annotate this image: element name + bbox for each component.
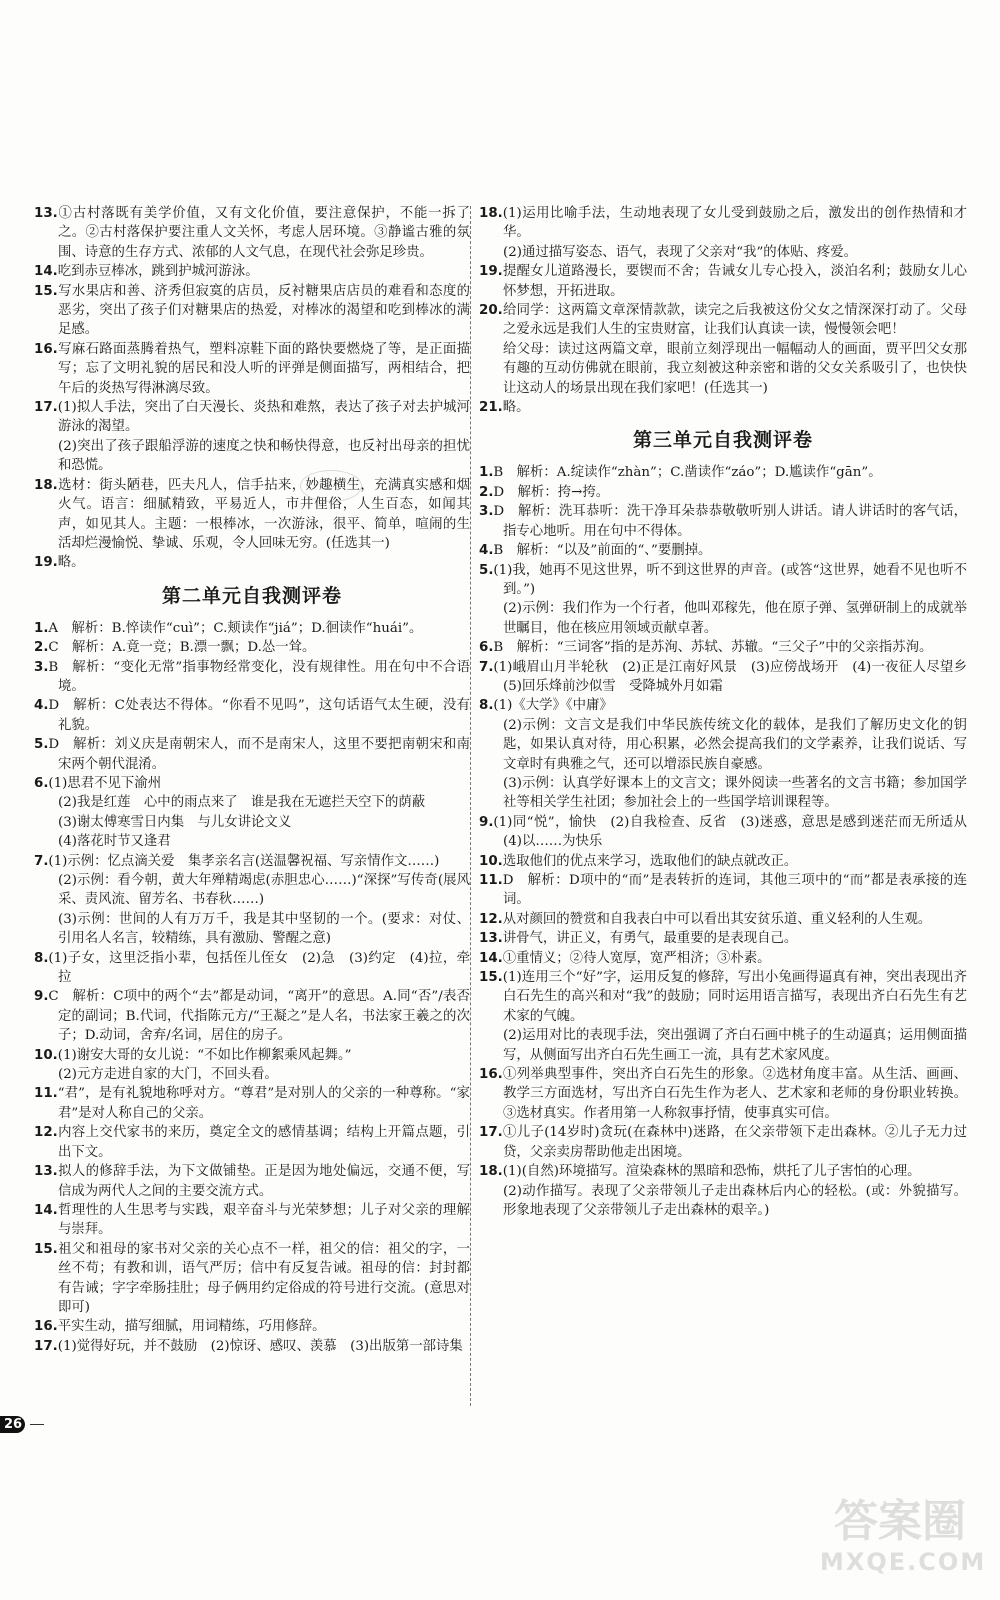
answer-item — [479, 1162, 967, 1220]
answer-item — [479, 949, 967, 968]
answer-item — [34, 1046, 470, 1085]
section-title: 第二单元自我测评卷 — [161, 584, 342, 607]
answer-number: 16. — [34, 1319, 58, 1335]
answer-item — [34, 1123, 470, 1162]
answer-item — [479, 929, 967, 948]
answer-number: 15. — [34, 1241, 58, 1257]
answer-number: 7. — [479, 659, 494, 675]
answer-number: 14. — [479, 950, 503, 966]
answer-item — [34, 340, 470, 398]
answer-item — [479, 910, 967, 929]
answer-text: 略。 — [502, 400, 530, 416]
answer-item — [34, 774, 470, 852]
answer-text: 祖父和祖母的家书对父亲的关心点不一样，祖父的信：祖父的字，一丝不苟；有教和训，语气严厉；信中有反复告诫。祖母的信：封封都有告诫；字字牵肠挂肚；母子俩用约定俗成的符号进行交流。(意思对即可) — [57, 1241, 470, 1315]
answer-text: D 解析：洗耳恭听：洗干净耳朵恭恭敬敬听别人讲话。请人讲话时的客气话，指专心地听。用在句中不得体。 — [493, 504, 967, 539]
answer-text: (1)我，她再不见这世界，听不到这世界的声音。(或答“这世界，她看不见也听不到。”) (2)示例：我们作为一个行者，他叫邓稼先，他在原子弹、氢弹研制上的成就举世瞩目，他在核应用领域贡献卓著。 — [493, 562, 967, 636]
answer-number: 13. — [34, 1164, 58, 1180]
answer-item — [479, 502, 967, 541]
answer-number: 9. — [34, 989, 49, 1005]
answer-text: 选材：街头陋巷，匹夫凡人，信手拈来，妙趣横生，充满真实感和烟火气。语言：细腻精致，平易近人，市井俚俗，人生百态，如闻其声，如见其人。主题：一根棒冰，一次游泳，很平、简单，喧闹的生活却烂漫愉悦、挚诚、乐观，令人回味无穷。(任选其一) — [57, 477, 470, 551]
answer-text: ①古村落既有美学价值，又有文化价值，要注意保护，不能一拆了之。②古村落保护要注重人文关怀，考虑人居环境。③静谧古雅的氛围、诗意的生存方式、浓郁的人文气息，在现代社会弥足珍贵。 — [57, 206, 470, 260]
answer-item — [479, 301, 967, 398]
answer-text: B 解析：A.绽读作“zhàn”；C.凿读作“záo”；D.尴读作“gān”。 — [493, 465, 882, 481]
answer-text: 写水果店和善、济秀但寂寞的店员，反衬糖果店店员的难看和态度的恶劣，突出了孩子们对糖果店的热爱，对棒冰的渴望和吃到棒冰的满足感。 — [57, 283, 470, 338]
answer-text: B 解析：“变化无常”指事物经常变化，没有规律性。用在句中不合语境。 — [48, 659, 470, 694]
answer-item — [479, 463, 967, 482]
page-number: 26 — [0, 1416, 25, 1433]
answer-item — [34, 1240, 470, 1318]
answer-number: 20. — [479, 303, 503, 319]
answer-number: 12. — [34, 1125, 58, 1141]
answer-text: 内容上交代家书的来历，奠定全文的感情基调；结构上开篇点题，引出下文。 — [57, 1125, 470, 1160]
answer-text: 平实生动，描写细腻，用词精练，巧用修辞。 — [57, 1319, 326, 1335]
stamp-mark — [300, 470, 362, 502]
answer-text: 提醒女儿道路漫长，要锲而不舍；告诫女儿专心投入，淡泊名利；鼓励女儿心怀梦想，开拓进取。 — [502, 264, 967, 299]
answer-text: (1)示例：忆点滴关爱 集孝亲名言(送温馨祝福、写亲情作文……) (2)示例：看今朝，黄大年殚精竭虑(赤胆忠心……)“深探”写传奇(展风采、责风流、留芳名、书春秋……) (3)示例：世间的人有万万千，我是其中坚韧的一个。(要求：对仗、引用名人名言，较精练，具有激励、警醒之意) — [48, 853, 470, 947]
answer-text: D 解析：挎→挎。 — [493, 484, 610, 500]
answer-number: 9. — [479, 814, 494, 830]
right-column — [479, 204, 981, 1220]
answer-item — [479, 813, 981, 852]
answer-number: 11. — [479, 873, 503, 888]
answer-number: 14. — [34, 264, 58, 280]
page-number-rule — [30, 1424, 44, 1425]
answer-text: C 解析：C项中的两个“去”都是动词，“离开”的意思。A.同“否”/表否定的副词；B.代词，代指陈元方/“王凝之”是人名，书法家王羲之的次子；D.动词，舍弃/名词，居住的房子。 — [48, 989, 470, 1044]
answer-item — [34, 696, 470, 735]
answer-text: ①重情义；②待人宽厚，宽严相济；③朴素。 — [502, 950, 771, 966]
answer-number: 6. — [479, 640, 494, 656]
watermark-main: 答案圈 — [834, 1496, 966, 1547]
answer-item — [34, 553, 470, 572]
answer-item — [479, 852, 967, 871]
answer-number: 4. — [479, 543, 494, 559]
answer-item — [479, 696, 967, 812]
answer-number: 2. — [479, 484, 494, 500]
answer-text: 略。 — [57, 555, 85, 571]
answer-number: 2. — [34, 640, 49, 656]
answer-number: 16. — [34, 341, 58, 357]
answer-text: C 解析：A.竟一竞；B.漂一飘；D.怂一耸。 — [48, 640, 316, 656]
section-title: 第三单元自我测评卷 — [632, 429, 813, 452]
answer-text: (1)觉得好玩，并不鼓励 (2)惊讶、感叹、羡慕 (3)出版第一部诗集 — [57, 1338, 463, 1354]
answer-item — [479, 541, 967, 560]
answer-item — [34, 282, 470, 340]
answer-number: 7. — [34, 853, 49, 869]
answer-number: 15. — [479, 970, 503, 986]
answer-number: 16. — [479, 1067, 503, 1083]
answer-text: A 解析：B.悴读作“cuì”；C.颊读作“jiá”；D.徊读作“huái”。 — [48, 620, 423, 636]
answer-number: 5. — [479, 562, 494, 578]
answer-number: 19. — [34, 555, 58, 571]
answer-number: 3. — [479, 504, 494, 520]
answer-number: 15. — [34, 283, 58, 299]
answer-number: 13. — [479, 931, 503, 947]
answer-item — [34, 987, 470, 1045]
answer-text: 吃到赤豆棒冰，跳到护城河游泳。 — [57, 264, 259, 280]
answer-number: 21. — [479, 400, 503, 416]
column-divider — [470, 206, 471, 1406]
answer-number: 17. — [34, 400, 58, 416]
answer-number: 11. — [34, 1086, 58, 1102]
answer-text: (1)运用比喻手法，生动地表现了女儿受到鼓励之后，激发出的创作热情和才华。 (2)通过描写姿态、语气，表现了父亲对“我”的体贴、疼爱。 — [502, 206, 967, 260]
answer-item — [34, 638, 470, 657]
answer-text: 写麻石路面蒸腾着热气，塑料凉鞋下面的路快要燃烧了等，是正面描写；忘了文明礼貌的居民和没人听的评弹是侧面描写，两相结合，把午后的炎热写得淋漓尽致。 — [57, 341, 470, 396]
answer-item — [479, 1065, 967, 1123]
answer-item — [34, 619, 470, 638]
answer-text: 哲理性的人生思考与实践，艰辛奋斗与光荣梦想；儿子对父亲的理解与崇拜。 — [57, 1202, 470, 1238]
answer-number: 1. — [34, 620, 49, 636]
answer-text: D 解析：刘义庆是南朝宋人，而不是南宋人，这里不要把南朝宋和南宋两个朝代混淆。 — [48, 737, 470, 772]
answer-item — [34, 852, 470, 949]
answer-text: (1)谢安大哥的女儿说：“不如比作柳絮乘风起舞。” (2)元方走进自家的大门，不回头看。 — [57, 1047, 352, 1083]
answer-number: 6. — [34, 775, 49, 791]
answer-text: (1)拟人手法，突出了白天漫长、炎热和难熬，表达了孩子对去护城河游泳的渴望。 (2)突出了孩子跟船浮游的速度之快和畅快得意，也反衬出母亲的担忧和恐慌。 — [57, 400, 470, 474]
answer-number: 18. — [479, 1164, 503, 1180]
answer-text: (1)同“悦”，愉快 (2)自我检查、反省 (3)迷惑，意思是感到迷茫而无所适从 (4)以……为快乐 — [493, 814, 981, 850]
answer-text: B 解析：“三词客”指的是苏洵、苏轼、苏辙。“三父子”中的父亲指苏洵。 — [493, 640, 933, 656]
answer-item — [34, 398, 470, 476]
answer-item — [479, 561, 967, 639]
answer-item — [479, 968, 967, 1065]
answer-number: 14. — [34, 1202, 58, 1218]
answer-item — [479, 398, 967, 417]
answer-item — [479, 638, 967, 657]
answer-number: 8. — [479, 698, 494, 714]
watermark-logo — [820, 1496, 987, 1582]
answer-text: 从对颜回的赞赏和自我表白中可以看出其安贫乐道、重义轻利的人生观。 — [502, 911, 932, 927]
answer-item — [34, 204, 470, 262]
answer-text: D 解析：D项中的“而”是表转折的连词，其他三项中的“而”都是表承接的连词。 — [502, 873, 967, 908]
answer-item — [34, 1162, 470, 1201]
watermark-sub: MXQE.COM — [820, 1548, 987, 1576]
answer-text: (1)(自然)环境描写。渲染森林的黑暗和恐怖，烘托了儿子害怕的心理。 (2)动作描写。表现了父亲带领儿子走出森林后内心的轻松。(或：外貌描写。形象地表现了父亲带领儿子走出森林的艰辛。) — [502, 1164, 967, 1218]
answer-text: 选取他们的优点来学习，选取他们的缺点就改正。 — [502, 853, 798, 869]
answer-number: 1. — [479, 465, 494, 481]
answer-item — [34, 262, 470, 281]
answer-text: 拟人的修辞手法，为下文做铺垫。正是因为地处偏远，交通不便，写信成为两代人之间的主要交流方式。 — [57, 1164, 470, 1199]
answer-number: 5. — [34, 737, 49, 753]
answer-text: B 解析：“以及”前面的“、”要删掉。 — [493, 543, 712, 559]
answer-text: ①儿子(14岁时)贪玩(在森林中)迷路，在父亲带领下走出森林。②儿子无力过贷，父亲卖房帮助他走出困境。 — [502, 1125, 967, 1160]
answer-item — [34, 949, 470, 988]
left-column — [34, 204, 470, 1356]
answer-item — [34, 1317, 470, 1336]
answer-number: 8. — [34, 950, 49, 966]
answer-text: (1)《大学》《中庸》 (2)示例：文言文是我们中华民族传统文化的载体，是我们了解历史文化的钥匙，如果认真对待，用心积累，必然会提高我们的文学素养，让我们说话、写文章时有典雅之气，还可以增添民族自豪感。 (3)示例：认真学好课本上的文言文；课外阅读一些著名的文言书籍；参加国学社等相关学生社团；参加社会上的一些国学培训课程等。 — [493, 698, 967, 811]
answer-text: (1)峨眉山月半轮秋 (2)正是江南好风景 (3)应傍战场开 (4)一夜征人尽望乡 (5)回乐烽前沙似雪 受降城外月如霜 — [493, 659, 981, 694]
answer-item — [34, 476, 470, 554]
answer-number: 4. — [34, 698, 49, 714]
answer-item — [34, 1084, 470, 1123]
answer-number: 19. — [479, 264, 503, 280]
answer-text: (1)连用三个“好”字，运用反复的修辞，写出小兔画得逼真有神，突出表现出齐白石先生的高兴和对“我”的鼓励；同时运用语言描写，表现出齐白石先生有艺术家的气魄。 (2)运用对比的表现手法，突出强调了齐白石画中桃子的生动逼真；运用侧面描写，从侧面写出齐白石先生画工一流，具有艺术家风度。 — [502, 970, 967, 1063]
answer-text: 给同学：这两篇文章深情款款，读完之后我被这份父女之情深深打动了。父母之爱永远是我们人生的宝贵财富，让我们认真读一读，慢慢领会吧！ 给父母：读过这两篇文章，眼前立刻浮现出一幅幅动人的画面，贾平凹父女那有趣的互动仿佛就在眼前，我立刻被这种亲密和谐的父女关系吸引了，也快快让这动人的场景出现在我们家吧！(任选其一) — [502, 303, 967, 396]
answer-item — [479, 262, 967, 301]
answer-number: 17. — [34, 1338, 58, 1354]
answer-item — [479, 483, 967, 502]
answer-text: (1)子女，这里泛指小辈，包括侄儿侄女 (2)急 (3)约定 (4)拉，牵拉 — [48, 950, 470, 986]
answer-number: 17. — [479, 1125, 503, 1141]
answer-text: (1)思君不见下渝州 (2)我是红莲 心中的雨点来了 谁是我在无遮拦天空下的荫蔽 (3)谢太傅寒雪日内集 与儿女讲论文义 (4)落花时节又逢君 — [48, 775, 426, 850]
answer-item — [34, 658, 470, 697]
answer-number: 18. — [34, 477, 58, 493]
answer-number: 18. — [479, 206, 503, 221]
answer-text: “君”，是有礼貌地称呼对方。“尊君”是对别人的父亲的一种尊称。“家君”是对人称自己的父亲。 — [57, 1086, 470, 1121]
answer-number: 3. — [34, 659, 49, 675]
answer-number: 12. — [479, 911, 503, 927]
answer-item — [34, 1201, 470, 1240]
answer-text: D 解析：C处表达不得体。“你看不见吗”，这句话语气太生硬，没有礼貌。 — [48, 698, 470, 733]
answer-item — [479, 658, 981, 697]
answer-text: 讲骨气，讲正义，有勇气，最重要的是表现自己。 — [502, 931, 798, 947]
answer-number: 10. — [34, 1047, 58, 1063]
answer-item — [479, 1123, 967, 1162]
answer-item — [479, 204, 967, 262]
answer-text: ①列举典型事件，突出齐白石先生的形象。②选材角度丰富。从生活、画画、教学三方面选材，写出齐白石先生作为老人、艺术家和老师的身份职业转换。③选材真实。作者用第一人称叙事抒情，使事真实可信。 — [502, 1067, 967, 1121]
answer-item — [34, 735, 470, 774]
answer-item — [479, 871, 967, 910]
answer-item — [34, 1337, 470, 1356]
answer-number: 13. — [34, 206, 58, 221]
answer-number: 10. — [479, 853, 503, 869]
